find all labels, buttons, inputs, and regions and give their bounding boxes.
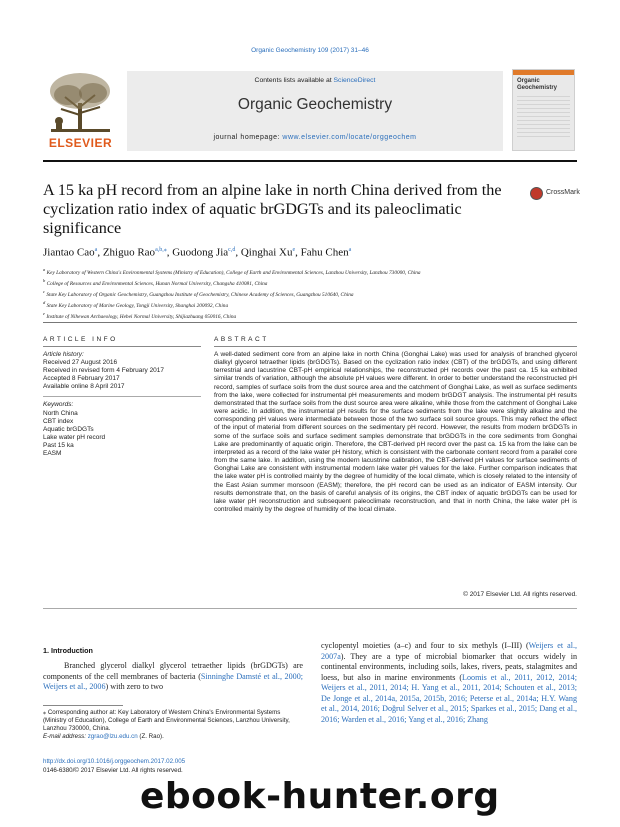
affiliation-item: $^e$ Institute of Nihewan Archaeology, Hebei Normal University, Shijiazhuang 050016, China xyxy=(43,310,237,320)
contents-prefix: Contents lists available at xyxy=(254,77,334,84)
cover-title: Organic Geochemistry xyxy=(517,78,558,91)
keyword-item: Lake water pH record xyxy=(43,433,106,441)
footnote-rule xyxy=(43,705,123,706)
elsevier-wordmark: ELSEVIER xyxy=(48,136,113,150)
journal-title: Organic Geochemistry xyxy=(237,96,393,113)
sciencedirect-link[interactable]: ScienceDirect xyxy=(333,77,376,84)
email-tail: (Z. Rao). xyxy=(137,733,164,740)
body-rule xyxy=(43,608,577,609)
intro-text: cyclopentyl moieties (a–c) and four to six methyls (I–III) ( xyxy=(321,641,529,650)
homepage-prefix: journal homepage: xyxy=(213,134,283,141)
doi-link[interactable]: http://dx.doi.org/10.1016/j.orggeochem.2017.02.005 xyxy=(43,758,186,765)
keywords-label: Keywords: xyxy=(43,401,74,409)
introduction-column-right xyxy=(321,641,577,725)
history-item: Available online 8 April 2017 xyxy=(43,383,125,391)
corresponding-note: ⁎ Corresponding author at: Key Laboratory of Western China's Environmental Systems (Ministry of Education), College of Earth and Environmental Sciences, Lanzhou University, Lanzhou 730000, China. xyxy=(43,709,290,732)
author-list: Jiantao Cao$^a$, Zhiguo Rao$^{a,b,⁎}$, Guodong Jia$^{c,d}$, Qinghai Xu$^e$, Fahu Chen$^a$ xyxy=(43,246,352,259)
article-title: A 15 ka pH record from an alpine lake in north China derived from the cyclization ratio index of aquatic brGDGTs and its paleoclimatic significance xyxy=(43,181,502,237)
email-line xyxy=(43,733,303,741)
cover-stripe xyxy=(513,70,574,75)
affiliation-item: $^b$ College of Resources and Environmental Sciences, Hunan Normal University, Changsha 410081, China xyxy=(43,277,268,287)
journal-cover-thumbnail[interactable] xyxy=(512,69,575,151)
header-rule xyxy=(43,160,577,162)
history-label: Article history: xyxy=(43,351,84,358)
intro-text: ). They are a type of microbial biomarker that occurs widely in continental environments, including soils, lakes, rivers, peats, stalagmites and loess, but also in marine environments ( xyxy=(321,651,577,682)
author-affil-marker[interactable]: a,b,⁎ xyxy=(155,247,167,253)
history-item: Received 27 August 2016 xyxy=(43,359,118,367)
citation-link[interactable]: Weijers et al., 2007a xyxy=(321,641,578,661)
introduction-heading: 1. Introduction xyxy=(43,646,93,655)
crossmark-label: CrossMark xyxy=(546,189,580,196)
author-name[interactable]: Jiantao Cao xyxy=(43,246,95,259)
abstract-copyright: © 2017 Elsevier Ltd. All rights reserved. xyxy=(463,591,577,598)
journal-reference[interactable]: Organic Geochemistry 109 (2017) 31–46 xyxy=(251,47,369,54)
article-info-rule xyxy=(43,346,201,347)
crossmark-icon xyxy=(530,187,543,200)
keyword-item: Aquatic brGDGTs xyxy=(43,425,94,433)
issn-line: 0146-6380/© 2017 Elsevier Ltd. All rights reserved. xyxy=(43,767,183,774)
corresponding-author-footnote xyxy=(43,709,303,741)
cover-graphic xyxy=(517,96,570,140)
section-rule xyxy=(43,322,577,323)
citation-link[interactable]: Loomis et al., 2011, 2012, 2014; Weijers et al., 2011, 2014; H. Yang et al., 2011, 2014; Schouten et al., 2013; De Jonge et al., 2014a, 2015a, 2015b, 2016; Peterse et al., 2014a; H.Y. Wang et al., 2014, 2016; Doğrul Selver et al., 2015; Sparkes et al., 2015; Dang et al., 2016; Warden et al., 2016; Yang et al., 2016; Zhang xyxy=(321,672,577,724)
abstract-rule xyxy=(214,346,577,347)
keyword-item: EASM xyxy=(43,450,62,458)
intro-text: ) with zero to two xyxy=(105,682,164,692)
author-name[interactable]: Fahu Chen xyxy=(300,246,349,259)
article-info-heading: ARTICLE INFO xyxy=(43,336,118,343)
article-info-divider xyxy=(43,396,201,397)
watermark: ebook-hunter.org xyxy=(140,776,500,817)
email-link[interactable]: zgrao@lzu.edu.cn xyxy=(87,733,138,740)
abstract-text: A well-dated sediment core from an alpine lake in north China (Gonghai Lake) was used for analysis of branched glycerol dialkyl glycerol tetraether lipids (brGDGTs). Based on the cyclization ratio index (CBT) of the brGDGTs, and using different terrestrial and lacustrine CBT-pH empirical relationships, the reconstructed pH records over the past ca. 15 ka exhibited similar trends of variation, although the absolute pH values were different. In order to better understand the reconstructed pH record, samples of surface soils from the dust source area and the catchment of Gonghai Lake, as well as surface sediments from the lake, were collected for instrumental pH measurements and modern brGDGT analysis. The instrumental pH results demonstrated that the surface soils from the dust source area were alkaline, while those from the catchment of Gonghai Lake were acidic. In addition, the instrumental pH results for the surface sediments from the lake were slightly alkaline and the corresponding pH values were intermediate between those of the two surface soil source groups. This may reflect the effect of the input of material from different sources on the sedimentary pH record. However, the results from modern brGDGTs in some of the surface soils and surface sediment samples demonstrate that brGDGTs in the core sediments from Gonghai Lake are predominantly of aquatic origin. Therefore, the CBT-derived pH record over the past ca. 15 ka from the lake can be interpreted as a record of the lake water pH history, which is consistent with the carbonate content record from a parallel core from the same lake. In addition, using the modern lacustrine calibration, the CBT-derived pH values for surface sediments of Gonghai Lake are consistent with instrumental modern lake water pH values for the lake. Further comparison indicates that the lake water pH is controlled mainly by the degree of humidity of the local climate, which is closely related to the intensity of the East Asian summer monsoon (EASM); therefore, the pH record can be used as an indicator of EASM intensity. Our results demonstrate that, on the basis of careful analysis of its origins, the CBT index of aquatic brGDGTs can be used for lake water pH reconstruction and subsequent paleoclimate reconstruction, and that in north China, the lake water pH is controlled mainly by the degree of humidity of the local climate. xyxy=(214,351,577,513)
author-affil-marker[interactable]: c,d xyxy=(228,247,236,253)
author-affil-marker[interactable]: a xyxy=(94,247,98,253)
affiliation-item: $^c$ State Key Laboratory of Organic Geochemistry, Guangzhou Institute of Geochemistry, Chinese Academy of Sciences, Guangzhou 510640, China xyxy=(43,288,354,298)
author-affil-marker[interactable]: a xyxy=(348,247,352,253)
history-item: Accepted 8 February 2017 xyxy=(43,375,120,383)
crossmark-badge[interactable] xyxy=(530,187,590,203)
author-name[interactable]: Zhiguo Rao xyxy=(102,246,156,259)
affiliation-item: $^d$ State Key Laboratory of Marine Geology, Tongji University, Shanghai 200092, China xyxy=(43,299,229,309)
journal-homepage xyxy=(127,134,503,141)
intro-text: Branched glycerol dialkyl glycerol tetraether lipids (brGDGTs) are components of the cell membranes of bacteria ( xyxy=(43,661,304,681)
introduction-column-left xyxy=(43,661,303,693)
affiliation-item: $^a$ Key Laboratory of Western China's Environmental Systems (Ministry of Education), College of Earth and Environmental Sciences, Lanzhou University, Lanzhou 730000, China xyxy=(43,267,421,276)
article-info-panel xyxy=(43,351,201,458)
keyword-item: Past 15 ka xyxy=(43,441,74,449)
email-label: E-mail address: xyxy=(43,733,88,740)
history-item: Received in revised form 4 February 2017 xyxy=(43,367,165,375)
keyword-item: North China xyxy=(43,409,78,417)
author-name[interactable]: Qinghai Xu xyxy=(240,246,293,259)
citation-link[interactable]: Sinninghe Damsté et al., 2000; Weijers et al., 2006 xyxy=(43,671,303,692)
contents-line xyxy=(127,77,503,84)
homepage-link[interactable]: www.elsevier.com/locate/orggeochem xyxy=(282,134,417,141)
author-affil-marker[interactable]: e xyxy=(292,247,296,253)
affiliation-list xyxy=(43,266,577,321)
author-name[interactable]: Guodong Jia xyxy=(172,246,229,259)
keyword-item: CBT index xyxy=(43,417,74,425)
abstract-heading: ABSTRACT xyxy=(214,336,269,343)
